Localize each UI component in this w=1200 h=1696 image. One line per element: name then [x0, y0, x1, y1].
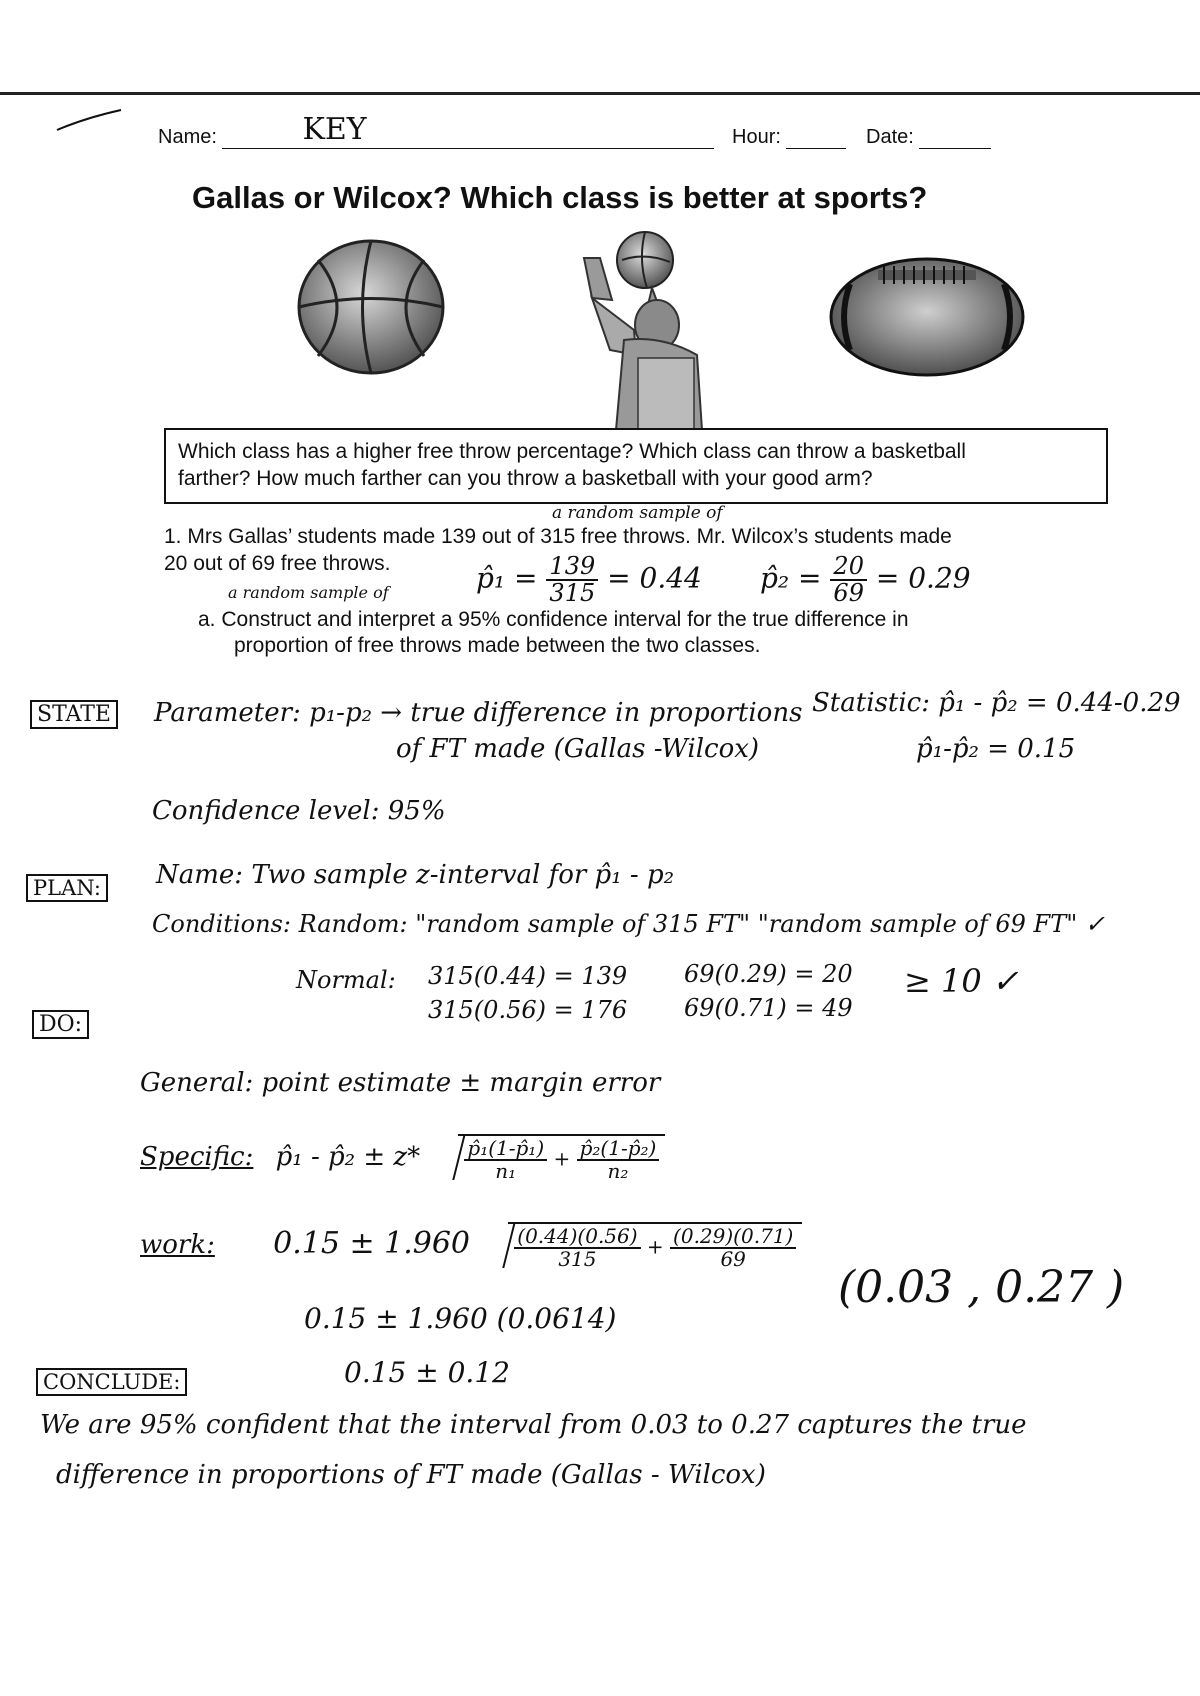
normal-check-b1: 69(0.29) = 20 — [684, 960, 853, 988]
work-frac-b — [670, 1226, 796, 1270]
hour-label: Hour: — [732, 126, 781, 148]
plan-name-line: Name: Two sample z-interval for p̂₁ - p₂ — [156, 860, 675, 890]
hour-field — [732, 126, 846, 149]
work-radical: $\frac{(0.44)(0.56)}{315}$ + $\frac{(0.29)(0.71)}{69}$ — [508, 1222, 802, 1270]
question-box — [164, 428, 1108, 504]
basketball-icon — [296, 238, 446, 376]
date-label: Date: — [866, 126, 914, 148]
work-expression: 0.15 ± 1.960 — [273, 1226, 471, 1261]
p1-hat-result: = 0.44 — [607, 561, 702, 595]
specific-frac-a-num: p̂₁(1-p̂₁) — [464, 1138, 547, 1161]
page-title: Gallas or Wilcox? Which class is better at sports? — [192, 180, 928, 215]
work-step-2: 0.15 ± 1.960 (0.0614) — [304, 1302, 617, 1335]
problem-1-line-1: 1. Mrs Gallas’ students made 139 out of 315 free throws. Mr. Wilcox’s students made — [164, 525, 952, 548]
do-label: DO: — [32, 1010, 89, 1039]
work-frac-b-num: (0.29)(0.71) — [670, 1226, 796, 1249]
statistic-line-2: p̂₁-p̂₂ = 0.15 — [916, 734, 1076, 764]
work-formula — [140, 1222, 802, 1270]
name-label: Name: — [158, 126, 217, 148]
part-a-line-1: a. Construct and interpret a 95% confidence interval for the true difference in — [198, 608, 909, 631]
p2-hat-fraction — [830, 554, 867, 606]
name-field — [158, 112, 714, 149]
specific-formula — [140, 1134, 665, 1182]
normal-check-a1: 315(0.44) = 139 — [428, 962, 628, 990]
p2-hat-result: = 0.29 — [875, 561, 971, 595]
confidence-interval-result: (0.03 , 0.27 ) — [838, 1262, 1125, 1313]
p1-denominator: 315 — [549, 579, 596, 608]
date-field — [866, 126, 991, 149]
parameter-line-2: of FT made (Gallas -Wilcox) — [396, 734, 760, 764]
p2-hat-calculation — [760, 554, 971, 606]
work-label: work: — [140, 1230, 215, 1260]
date-line — [919, 126, 991, 149]
p2-numerator: 20 — [830, 554, 867, 581]
football-icon — [828, 256, 1026, 378]
problem-1-line-2: 20 out of 69 free throws. — [164, 552, 391, 575]
work-frac-a — [514, 1226, 640, 1270]
p2-denominator: 69 — [833, 579, 864, 608]
p1-hat-label: p̂₁ = — [476, 561, 538, 595]
state-label: STATE — [30, 700, 118, 729]
specific-radical: $\frac{\text{p̂₁(1-p̂₁)}}{\text{n₁}}$ + $\frac{\text{p̂₂(1-p̂₂)}}{\text{n₂}}$ — [458, 1134, 665, 1182]
p2-hat-label: p̂₂ = — [760, 561, 822, 595]
specific-frac-b — [577, 1138, 660, 1182]
p1-hat-fraction — [546, 554, 598, 606]
basketball-shooter-icon — [552, 230, 742, 430]
work-frac-a-num: (0.44)(0.56) — [514, 1226, 640, 1249]
pen-mark-icon — [55, 104, 125, 134]
name-line — [222, 112, 714, 149]
random-sample-note-bottom: a random sample of — [228, 583, 389, 602]
normal-threshold: ≥ 10 ✓ — [904, 962, 1019, 1000]
specific-label: Specific: — [140, 1142, 254, 1172]
part-a-line-2: proportion of free throws made between the two classes. — [234, 634, 761, 657]
page-top-edge — [0, 92, 1200, 95]
random-sample-note-top: a random sample of — [552, 503, 723, 523]
specific-frac-b-den: n₂ — [607, 1159, 629, 1183]
specific-expression: p̂₁ - p̂₂ ± z* — [275, 1142, 421, 1172]
statistic-line-1: Statistic: p̂₁ - p̂₂ = 0.44-0.29 — [812, 688, 1181, 718]
confidence-level: Confidence level: 95% — [152, 796, 446, 826]
p1-numerator: 139 — [546, 554, 598, 581]
work-step-3: 0.15 ± 0.12 — [344, 1356, 510, 1389]
conclusion-line-1: We are 95% confident that the interval from 0.03 to 0.27 captures the true — [40, 1410, 1027, 1440]
name-value: KEY — [302, 112, 367, 147]
specific-frac-a-den: n₁ — [495, 1159, 517, 1183]
conclude-label: CONCLUDE: — [36, 1368, 187, 1396]
specific-frac-a — [464, 1138, 547, 1182]
question-line-1: Which class has a higher free throw percentage? Which class can throw a basketball — [178, 440, 966, 463]
parameter-line-1: Parameter: p₁-p₂ → true difference in proportions — [154, 698, 803, 728]
normal-check-a2: 315(0.56) = 176 — [428, 996, 628, 1024]
plan-conditions-line: Conditions: Random: "random sample of 315 FT" "random sample of 69 FT" ✓ — [152, 910, 1105, 938]
hour-line — [786, 126, 846, 149]
question-line-2: farther? How much farther can you throw a basketball with your good arm? — [178, 467, 873, 490]
work-frac-a-den: 315 — [558, 1247, 597, 1271]
general-formula: General: point estimate ± margin error — [140, 1068, 661, 1098]
normal-label: Normal: — [296, 966, 396, 994]
specific-frac-b-num: p̂₂(1-p̂₂) — [577, 1138, 660, 1161]
plan-label: PLAN: — [26, 874, 108, 902]
normal-check-b2: 69(0.71) = 49 — [684, 994, 853, 1022]
conclusion-line-2: difference in proportions of FT made (Gallas - Wilcox) — [56, 1460, 766, 1490]
work-frac-b-den: 69 — [720, 1247, 746, 1271]
p1-hat-calculation — [476, 554, 702, 606]
